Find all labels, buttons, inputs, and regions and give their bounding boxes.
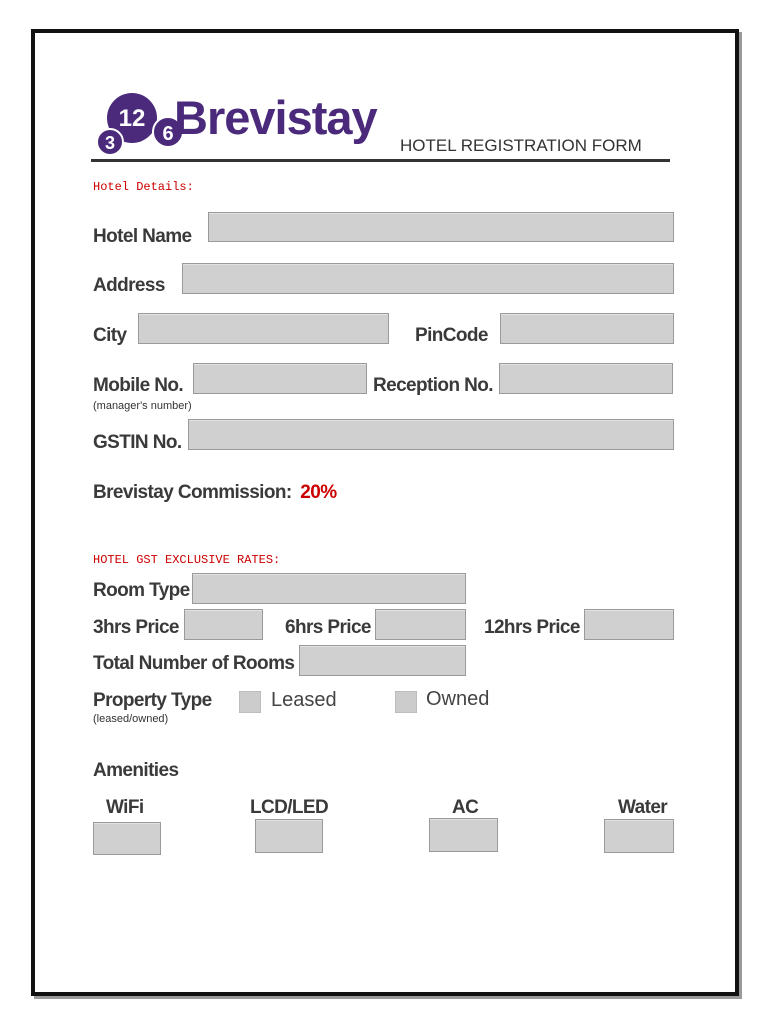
amenity-lcd-box[interactable] [255,819,323,853]
price-12hrs-label: 12hrs Price [484,617,580,638]
reception-label: Reception No. [373,375,493,396]
amenity-wifi-box[interactable] [93,822,161,855]
amenity-ac-label: AC [452,797,479,818]
price-12hrs-field[interactable] [584,609,674,640]
city-field[interactable] [138,313,389,344]
brevistay-logo-icon [94,92,184,158]
address-label: Address [93,275,165,296]
city-label: City [93,325,127,346]
mobile-field[interactable] [193,363,367,394]
pincode-field[interactable] [500,313,674,344]
reception-field[interactable] [499,363,673,394]
address-field[interactable] [182,263,674,294]
header-rule [91,159,670,162]
amenity-lcd-label: LCD/LED [250,797,329,818]
mobile-label: Mobile No. [93,375,184,396]
gstin-label: GSTIN No. [93,432,182,453]
leased-checkbox[interactable] [239,691,261,713]
commission-label [93,482,337,504]
owned-checkbox[interactable] [395,691,417,713]
mobile-note: (manager's number) [93,400,192,412]
property-type-label: Property Type [93,690,212,711]
brand-name: Brevistay [174,91,377,144]
room-type-label: Room Type [93,580,190,601]
gstin-field[interactable] [188,419,674,450]
pincode-label: PinCode [415,325,488,346]
logo-digit-3: 3 [104,133,116,153]
hotel-name-label: Hotel Name [93,226,192,247]
price-3hrs-field[interactable] [184,609,263,640]
amenity-wifi-label: WiFi [106,797,144,818]
price-3hrs-label: 3hrs Price [93,617,179,638]
amenity-water-label: Water [618,797,668,818]
commission-label-text: Brevistay Commission: [93,482,292,503]
commission-value: 20% [300,482,337,503]
total-rooms-field[interactable] [299,645,466,676]
section-hotel-details: Hotel Details: [93,180,194,194]
amenities-label: Amenities [93,760,179,781]
hotel-name-field[interactable] [208,212,674,242]
price-6hrs-label: 6hrs Price [285,617,371,638]
logo-digit-6: 6 [162,123,174,145]
owned-option-label: Owned [426,688,490,710]
amenity-ac-box[interactable] [429,818,498,852]
price-6hrs-field[interactable] [375,609,466,640]
logo-digit-12: 12 [118,105,146,132]
form-title: HOTEL REGISTRATION FORM [400,136,642,155]
property-type-note: (leased/owned) [93,713,169,725]
total-rooms-label: Total Number of Rooms [93,653,295,674]
section-gst-rates: HOTEL GST EXCLUSIVE RATES: [93,553,281,567]
room-type-field[interactable] [192,573,466,604]
leased-option-label: Leased [271,689,337,711]
amenity-water-box[interactable] [604,819,674,853]
